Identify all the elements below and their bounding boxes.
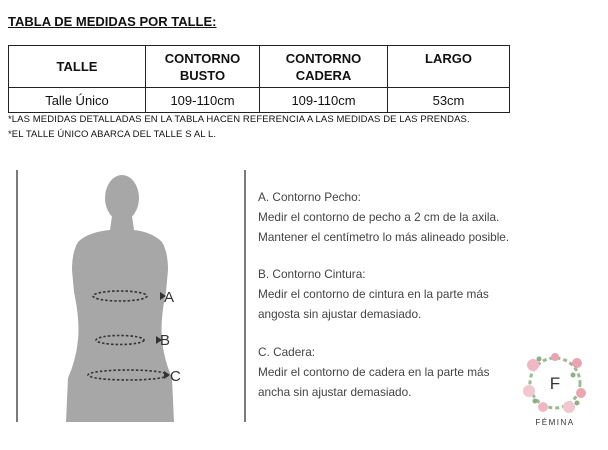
instruction-heading: A. Contorno Pecho: [258, 190, 361, 204]
label-a: A [164, 289, 175, 306]
table-row [9, 88, 510, 113]
brand-name: FÉMINA [535, 418, 575, 427]
header-largo: LARGO [388, 46, 510, 88]
instruction-cintura [258, 264, 489, 324]
instruction-heading: B. Contorno Cintura: [258, 267, 366, 281]
body-silhouette-diagram [40, 170, 200, 425]
center-divider [244, 170, 246, 422]
cell-busto: 109-110cm [146, 88, 260, 113]
label-b: B [160, 332, 171, 349]
instruction-line: ancha sin ajustar demasiado. [258, 385, 412, 399]
cell-cadera: 109-110cm [260, 88, 388, 113]
instruction-line: Medir el contorno de pecho a 2 cm de la axila. [258, 210, 500, 224]
logo-initial: F [549, 374, 561, 393]
instruction-cadera [258, 342, 489, 402]
instruction-line: Mantener el centímetro lo más alineado posible. [258, 230, 510, 244]
note-size-range: *EL TALLE ÚNICO ABARCA DEL TALLE S AL L. [8, 129, 217, 140]
cell-largo: 53cm [388, 88, 510, 113]
label-c: C [170, 368, 181, 385]
header-contorno-busto: CONTORNO BUSTO [146, 46, 260, 88]
page-title: TABLA DE MEDIDAS POR TALLE: [8, 14, 217, 29]
header-talle: TALLE [9, 46, 146, 88]
instruction-heading: C. Cadera: [258, 345, 316, 359]
instruction-line: Medir el contorno de cadera en la parte más [258, 365, 490, 379]
femina-logo [515, 345, 595, 445]
cell-talle: Talle Único [9, 88, 146, 113]
header-contorno-cadera: CONTORNO CADERA [260, 46, 388, 88]
torso-silhouette [66, 175, 174, 422]
table-header-row [9, 46, 510, 88]
note-measurements: *LAS MEDIDAS DETALLADAS EN LA TABLA HACEN REFERENCIA A LAS MEDIDAS DE LAS PRENDAS. [8, 114, 470, 125]
instruction-pecho [258, 187, 509, 247]
instruction-line: Medir el contorno de cintura en la parte más [258, 287, 489, 301]
size-table [8, 45, 510, 113]
instruction-line: angosta sin ajustar demasiado. [258, 307, 422, 321]
left-divider [16, 170, 18, 422]
